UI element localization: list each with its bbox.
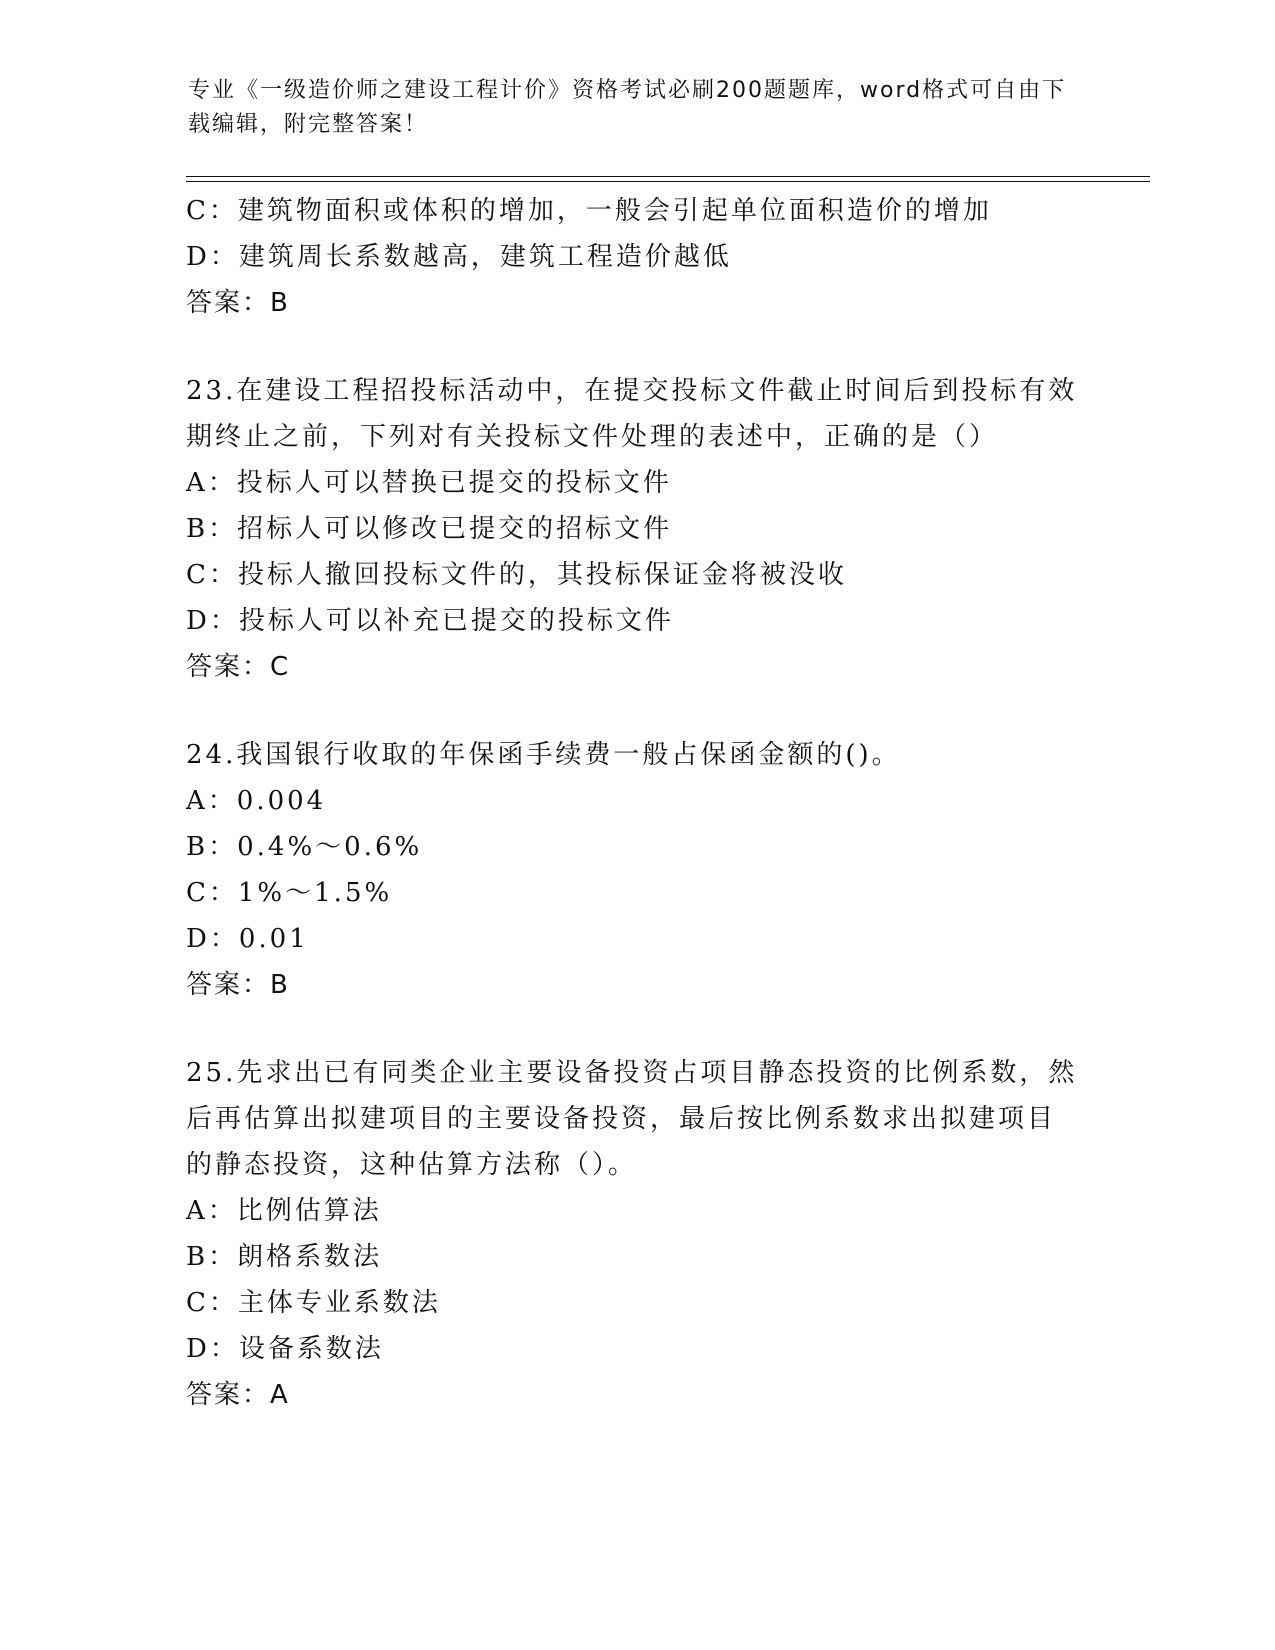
question-text-line: 25.先求出已有同类企业主要设备投资占项目静态投资的比例系数，然 bbox=[186, 1058, 1078, 1088]
option-d: D：投标人可以补充已提交的投标文件 bbox=[186, 606, 674, 636]
answer: 答案：A bbox=[186, 1380, 290, 1410]
option-b: B：朗格系数法 bbox=[186, 1242, 383, 1272]
header-divider-top bbox=[186, 176, 1150, 177]
question-24 bbox=[186, 732, 1086, 1008]
option-d: D：建筑周长系数越高，建筑工程造价越低 bbox=[186, 242, 732, 272]
option-d: D：0.01 bbox=[186, 924, 309, 954]
document-header: 专业《一级造价师之建设工程计价》资格考试必刷200题题库，word格式可自由下载编辑，附完整答案！ bbox=[188, 78, 1067, 137]
answer: 答案：B bbox=[186, 970, 290, 1000]
question-text-line: 的静态投资，这种估算方法称（）。 bbox=[186, 1150, 638, 1180]
spacer bbox=[186, 1008, 1086, 1050]
option-c: C：1%～1.5% bbox=[186, 878, 393, 908]
option-c: C：建筑物面积或体积的增加，一般会引起单位面积造价的增加 bbox=[186, 196, 992, 226]
question-text-line: 后再估算出拟建项目的主要设备投资，最后按比例系数求出拟建项目 bbox=[186, 1104, 1057, 1134]
question-22 bbox=[186, 188, 1086, 326]
option-c: C：投标人撤回投标文件的，其投标保证金将被没收 bbox=[186, 560, 847, 590]
option-a: A：投标人可以替换已提交的投标文件 bbox=[186, 468, 672, 498]
header-divider-bottom bbox=[186, 181, 1150, 182]
option-a: A：0.004 bbox=[186, 786, 327, 816]
option-a: A：比例估算法 bbox=[186, 1196, 382, 1226]
spacer bbox=[186, 326, 1086, 368]
option-d: D：设备系数法 bbox=[186, 1334, 384, 1364]
question-23 bbox=[186, 368, 1086, 690]
question-text-line: 期终止之前，下列对有关投标文件处理的表述中，正确的是（） bbox=[186, 422, 999, 452]
document-body bbox=[186, 188, 1086, 1418]
question-text-line: 24.我国银行收取的年保函手续费一般占保函金额的()。 bbox=[186, 740, 901, 770]
question-25 bbox=[186, 1050, 1086, 1418]
answer: 答案：C bbox=[186, 652, 291, 682]
option-b: B：0.4%～0.6% bbox=[186, 832, 423, 862]
option-c: C：主体专业系数法 bbox=[186, 1288, 441, 1318]
answer: 答案：B bbox=[186, 288, 290, 318]
question-text-line: 23.在建设工程招投标活动中，在提交投标文件截止时间后到投标有效 bbox=[186, 376, 1078, 406]
option-b: B：招标人可以修改已提交的招标文件 bbox=[186, 514, 673, 544]
spacer bbox=[186, 690, 1086, 732]
